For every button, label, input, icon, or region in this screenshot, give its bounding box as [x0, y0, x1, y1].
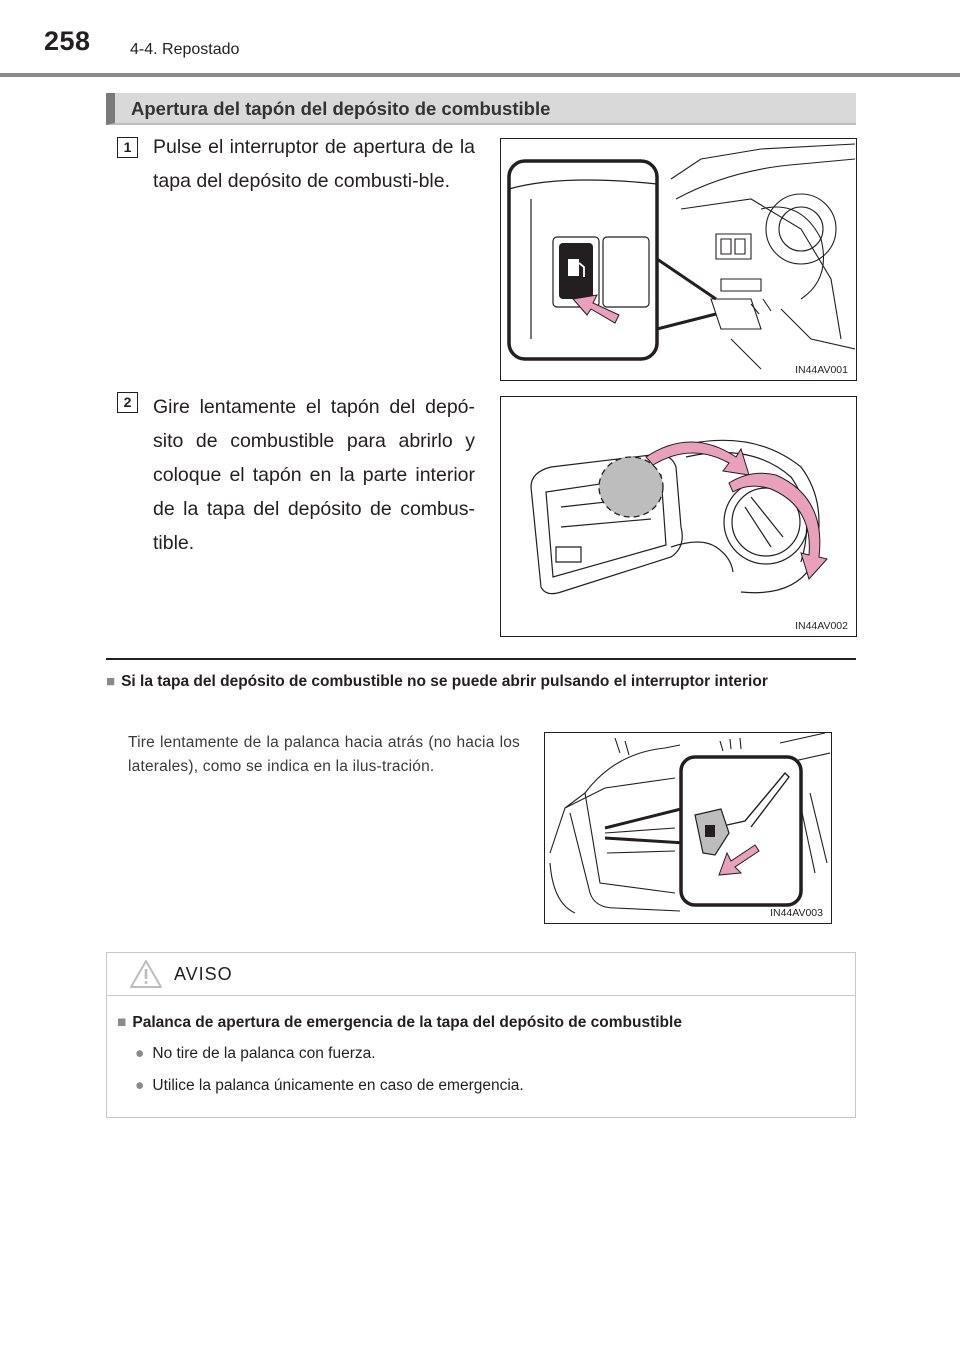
step-2-text: Gire lentamente el tapón del depó-sito de combustible para abrirlo y coloque el tapón en la parte interior de la tapa del depósito de combus-tible.: [153, 396, 475, 554]
fuel-cap-illustration: [501, 397, 855, 635]
dashboard-illustration: [501, 139, 855, 379]
dot-bullet: ●: [135, 1045, 145, 1062]
figure-code: IN44AV002: [795, 620, 848, 632]
header-divider: [0, 73, 960, 77]
rotate-arrow-upper: [646, 442, 749, 475]
step-1-badge: 1: [117, 137, 138, 158]
warning-item: [135, 1077, 524, 1095]
figure-code: IN44AV001: [795, 364, 848, 376]
section-title: Apertura del tapón del depósito de combustible: [131, 98, 551, 119]
subsection-heading: [106, 670, 856, 694]
square-bullet: ■: [106, 673, 116, 690]
warning-box: [106, 952, 856, 1118]
section-divider: [106, 658, 856, 660]
subsection-heading-text: Si la tapa del depósito de combustible no se puede abrir pulsando el interruptor interior: [121, 673, 768, 690]
warning-triangle-icon: [129, 959, 163, 989]
section-label: 4-4. Repostado: [130, 41, 240, 58]
rotate-arrow-right: [729, 473, 827, 579]
warning-heading: [117, 1014, 682, 1032]
trunk-lever-illustration: [545, 733, 830, 922]
figure-fuel-door-switch: [500, 138, 857, 381]
square-bullet: ■: [117, 1014, 127, 1031]
warning-heading-text: Palanca de apertura de emergencia de la tapa del depósito de combustible: [132, 1014, 682, 1031]
figure-fuel-cap: [500, 396, 857, 637]
figure-emergency-lever: [544, 732, 832, 924]
dot-bullet: ●: [135, 1077, 145, 1094]
page-number: 258: [44, 26, 91, 56]
warning-item-text: Utilice la palanca únicamente en caso de emergencia.: [152, 1077, 524, 1094]
section-title-bar: [106, 93, 856, 125]
warning-item-text: No tire de la palanca con fuerza.: [152, 1045, 376, 1062]
cap-dashed: [599, 457, 663, 517]
figure-code: IN44AV003: [770, 907, 823, 919]
warning-item: [135, 1045, 376, 1063]
subsection-text: Tire lentamente de la palanca hacia atrás (no hacia los laterales), como se indica en la ilus-tración.: [128, 734, 520, 775]
step-1-text: Pulse el interruptor de apertura de la tapa del depósito de combusti-ble.: [153, 136, 475, 192]
step-2-badge: 2: [117, 392, 138, 413]
warning-title: AVISO: [174, 964, 233, 984]
warning-header: [107, 953, 855, 996]
